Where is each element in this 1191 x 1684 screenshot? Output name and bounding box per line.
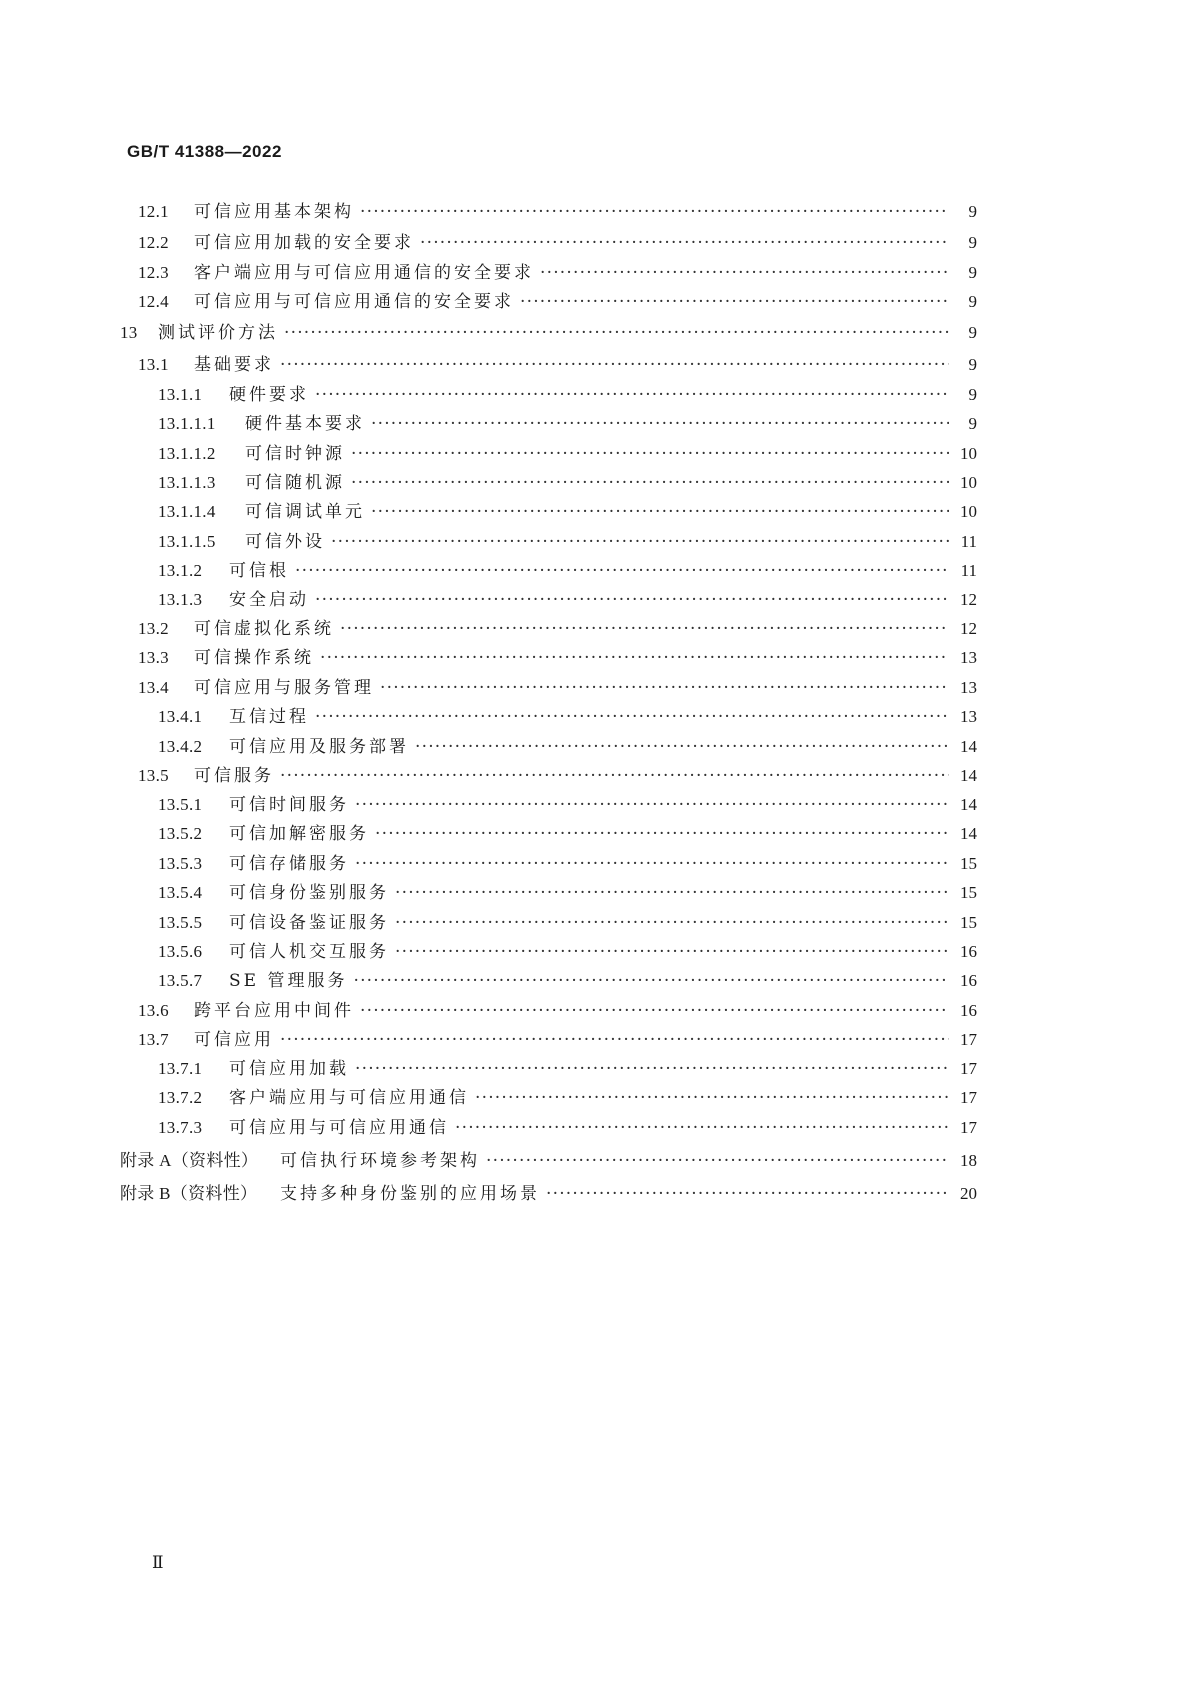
toc-entry[interactable]	[158, 527, 977, 557]
toc-dot-leader	[284, 318, 949, 348]
toc-entry-page: 17	[960, 1088, 977, 1107]
toc-entry-number: 13.1.3	[158, 590, 203, 609]
toc-entry-title: 可信应用与可信应用通信的安全要求	[194, 292, 514, 312]
toc-entry-page: 9	[968, 233, 977, 252]
toc-entry[interactable]	[158, 849, 977, 879]
toc-entry[interactable]	[158, 878, 977, 908]
toc-dot-leader	[353, 966, 949, 996]
toc-entry-number: 13.4	[138, 678, 169, 697]
toc-dot-leader	[315, 585, 949, 615]
toc-entry-number: 13.1	[138, 355, 169, 374]
toc-entry-title: 可信应用加载	[229, 1059, 349, 1079]
toc-entry-page: 11	[960, 561, 977, 580]
toc-entry-number: 12.2	[138, 233, 169, 252]
toc-entry-page: 17	[960, 1030, 977, 1049]
toc-entry-page: 9	[968, 202, 977, 221]
toc-entry[interactable]	[138, 228, 977, 258]
toc-dot-leader	[351, 468, 949, 498]
toc-entry-number: 13.7.2	[158, 1088, 203, 1107]
toc-dot-leader	[371, 497, 949, 527]
toc-entry-number: 12.1	[138, 202, 169, 221]
toc-entry-number: 13	[120, 323, 138, 342]
toc-entry-title: 基础要求	[194, 355, 274, 375]
page-number: Ⅱ	[152, 1553, 164, 1572]
toc-dot-leader	[455, 1113, 949, 1143]
toc-entry-number: 13.3	[138, 648, 169, 667]
toc-entry[interactable]	[158, 380, 977, 410]
toc-entry-page: 15	[960, 854, 977, 873]
toc-dot-leader	[315, 702, 949, 732]
toc-entry-number: 13.5.2	[158, 824, 203, 843]
toc-entry-page: 12	[960, 590, 977, 609]
toc-dot-leader	[380, 673, 949, 703]
toc-dot-leader	[355, 1054, 949, 1084]
standard-code-header: GB/T 41388—2022	[127, 142, 282, 161]
toc-entry[interactable]	[158, 819, 977, 849]
toc-entry-title: 测试评价方法	[158, 323, 278, 343]
toc-entry-number: 13.5	[138, 766, 169, 785]
toc-entry-page: 9	[968, 414, 977, 433]
toc-entry-number: 13.7.3	[158, 1118, 203, 1137]
toc-entry-number: 13.7	[138, 1030, 169, 1049]
toc-entry-title: SE 管理服务	[229, 971, 348, 991]
toc-entry-number: 13.5.7	[158, 971, 203, 990]
toc-dot-leader	[355, 849, 949, 879]
toc-entry-page: 16	[960, 1001, 977, 1020]
toc-entry-title: 安全启动	[229, 590, 309, 610]
toc-entry[interactable]	[158, 439, 977, 469]
toc-entry-number: 13.5.5	[158, 913, 203, 932]
toc-dot-leader	[295, 556, 949, 586]
toc-entry[interactable]	[158, 409, 977, 439]
toc-entry-title: 可信虚拟化系统	[194, 619, 334, 639]
toc-entry-number: 13.5.6	[158, 942, 203, 961]
toc-entry-number: 附录 B（资料性）	[120, 1184, 258, 1203]
toc-entry-title: 可信时间服务	[229, 795, 349, 815]
toc-dot-leader	[280, 350, 949, 380]
toc-dot-leader	[395, 878, 949, 908]
toc-entry[interactable]	[138, 643, 977, 673]
toc-entry-number: 13.1.1.4	[158, 502, 216, 521]
toc-dot-leader	[420, 228, 949, 258]
toc-entry-page: 20	[960, 1184, 977, 1203]
toc-entry-title: 可信应用	[194, 1030, 274, 1050]
toc-entry-page: 9	[968, 292, 977, 311]
toc-entry-page: 14	[960, 824, 977, 843]
toc-entry-title: 可信执行环境参考架构	[280, 1151, 480, 1171]
toc-entry-number: 13.4.1	[158, 707, 203, 726]
toc-entry-number: 13.4.2	[158, 737, 203, 756]
toc-entry-number: 13.7.1	[158, 1059, 203, 1078]
toc-entry-title: 支持多种身份鉴别的应用场景	[280, 1184, 540, 1204]
toc-entry[interactable]	[138, 350, 977, 380]
toc-entry-title: 可信根	[229, 561, 289, 581]
toc-entry[interactable]	[138, 258, 977, 288]
toc-entry-title: 硬件基本要求	[245, 414, 365, 434]
toc-dot-leader	[540, 258, 949, 288]
toc-entry[interactable]	[158, 1113, 977, 1143]
toc-entry-page: 9	[968, 263, 977, 282]
toc-entry[interactable]	[158, 732, 977, 762]
toc-dot-leader	[415, 732, 949, 762]
toc-entry-page: 15	[960, 913, 977, 932]
toc-entry-number: 13.1.1.1	[158, 414, 216, 433]
toc-entry-page: 9	[968, 385, 977, 404]
toc-entry-page: 14	[960, 737, 977, 756]
toc-entry-number: 13.1.1.3	[158, 473, 216, 492]
toc-entry[interactable]	[138, 673, 977, 703]
toc-entry[interactable]	[120, 318, 977, 348]
toc-dot-leader	[351, 439, 949, 469]
toc-dot-leader	[375, 819, 949, 849]
toc-dot-leader	[475, 1083, 949, 1113]
toc-dot-leader	[320, 643, 949, 673]
toc-entry[interactable]	[138, 761, 977, 791]
toc-entry-title: 可信人机交互服务	[229, 942, 389, 962]
toc-entry[interactable]	[158, 1054, 977, 1084]
toc-entry-number: 13.1.1	[158, 385, 203, 404]
toc-entry[interactable]	[158, 497, 977, 527]
toc-entry-page: 16	[960, 971, 977, 990]
toc-entry[interactable]	[138, 614, 977, 644]
toc-entry-title: 可信服务	[194, 766, 274, 786]
toc-dot-leader	[360, 996, 949, 1026]
toc-entry[interactable]	[138, 197, 977, 227]
toc-entry-page: 16	[960, 942, 977, 961]
toc-entry[interactable]	[120, 1146, 977, 1176]
toc-entry-title: 可信应用加载的安全要求	[194, 233, 414, 253]
toc-entry-page: 11	[960, 532, 977, 551]
toc-entry-page: 15	[960, 883, 977, 902]
toc-dot-leader	[340, 614, 949, 644]
toc-entry[interactable]	[120, 1179, 977, 1209]
toc-entry-number: 12.3	[138, 263, 169, 282]
toc-entry-page: 9	[968, 323, 977, 342]
toc-entry[interactable]	[158, 1083, 977, 1113]
toc-entry-title: 可信应用与服务管理	[194, 678, 374, 698]
toc-dot-leader	[395, 908, 949, 938]
toc-entry-title: 可信操作系统	[194, 648, 314, 668]
toc-entry-title: 客户端应用与可信应用通信的安全要求	[194, 263, 534, 283]
toc-entry-number: 13.2	[138, 619, 169, 638]
toc-dot-leader	[331, 527, 949, 557]
toc-entry[interactable]	[158, 937, 977, 967]
toc-entry-number: 13.1.1.5	[158, 532, 216, 551]
toc-entry-number: 13.1.2	[158, 561, 203, 580]
toc-entry-title: 可信加解密服务	[229, 824, 369, 844]
toc-entry[interactable]	[138, 996, 977, 1026]
toc-dot-leader	[280, 761, 949, 791]
toc-entry[interactable]	[158, 908, 977, 938]
toc-dot-leader	[355, 790, 949, 820]
toc-entry-page: 17	[960, 1059, 977, 1078]
toc-entry-title: 可信应用与可信应用通信	[229, 1118, 449, 1138]
toc-entry[interactable]	[138, 287, 977, 317]
toc-entry-number: 附录 A（资料性）	[120, 1151, 259, 1170]
toc-entry-page: 9	[968, 355, 977, 374]
toc-entry-number: 13.5.1	[158, 795, 203, 814]
toc-entry-title: 可信外设	[245, 532, 325, 552]
toc-entry-page: 13	[960, 648, 977, 667]
toc-entry-page: 17	[960, 1118, 977, 1137]
toc-entry-page: 13	[960, 707, 977, 726]
toc-dot-leader	[360, 197, 949, 227]
toc-entry-title: 互信过程	[229, 707, 309, 727]
toc-dot-leader	[371, 409, 949, 439]
toc-entry-number: 13.1.1.2	[158, 444, 216, 463]
toc-entry-page: 10	[960, 444, 977, 463]
toc-entry[interactable]	[158, 790, 977, 820]
toc-entry-title: 可信应用基本架构	[194, 202, 354, 222]
toc-entry[interactable]	[158, 585, 977, 615]
toc-entry-title: 可信时钟源	[245, 444, 345, 464]
toc-entry-page: 13	[960, 678, 977, 697]
toc-entry-title: 可信身份鉴别服务	[229, 883, 389, 903]
toc-entry-title: 可信随机源	[245, 473, 345, 493]
toc-entry[interactable]	[158, 468, 977, 498]
toc-entry[interactable]	[158, 556, 977, 586]
toc-dot-leader	[486, 1146, 949, 1176]
toc-entry-title: 客户端应用与可信应用通信	[229, 1088, 469, 1108]
toc-entry-page: 10	[960, 473, 977, 492]
toc-entry-number: 13.5.4	[158, 883, 203, 902]
toc-entry-title: 硬件要求	[229, 385, 309, 405]
toc-entry-title: 可信设备鉴证服务	[229, 913, 389, 933]
toc-entry-number: 13.5.3	[158, 854, 203, 873]
toc-dot-leader	[280, 1025, 949, 1055]
toc-dot-leader	[546, 1179, 949, 1209]
toc-entry-title: 跨平台应用中间件	[194, 1001, 354, 1021]
toc-entry-page: 14	[960, 795, 977, 814]
toc-entry-title: 可信存储服务	[229, 854, 349, 874]
toc-dot-leader	[520, 287, 949, 317]
toc-dot-leader	[395, 937, 949, 967]
toc-entry[interactable]	[138, 1025, 977, 1055]
toc-entry-number: 12.4	[138, 292, 169, 311]
toc-entry-number: 13.6	[138, 1001, 169, 1020]
toc-entry[interactable]	[158, 966, 977, 996]
toc-entry-page: 12	[960, 619, 977, 638]
toc-entry-title: 可信应用及服务部署	[229, 737, 409, 757]
toc-entry-page: 14	[960, 766, 977, 785]
toc-entry-page: 10	[960, 502, 977, 521]
toc-entry-page: 18	[960, 1151, 977, 1170]
toc-entry[interactable]	[158, 702, 977, 732]
toc-entry-title: 可信调试单元	[245, 502, 365, 522]
toc-dot-leader	[315, 380, 949, 410]
